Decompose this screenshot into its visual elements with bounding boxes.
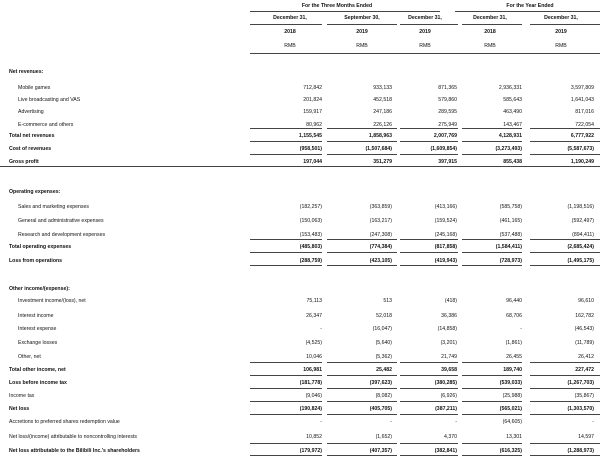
table-cell: (565,021) bbox=[499, 406, 522, 412]
table-cell: (592,497) bbox=[571, 218, 594, 224]
row-label: General and administrative expenses bbox=[18, 218, 104, 224]
column-currency: RMB bbox=[484, 43, 496, 49]
table-cell: (1,288,973) bbox=[567, 448, 594, 454]
table-cell: 463,490 bbox=[503, 109, 522, 115]
table-cell: (1,861) bbox=[505, 340, 522, 346]
table-cell: - bbox=[520, 326, 522, 332]
table-cell: (728,973) bbox=[499, 258, 522, 264]
table-cell: 247,186 bbox=[373, 109, 392, 115]
table-cell: (245,168) bbox=[434, 232, 457, 238]
row-label: Net loss attributable to the Bilibili Inc.'s shareholders bbox=[9, 448, 140, 454]
table-cell: 68,706 bbox=[506, 313, 522, 319]
table-cell: 2,007,769 bbox=[433, 133, 457, 139]
table-cell: (159,524) bbox=[434, 218, 457, 224]
table-cell: 25,482 bbox=[376, 367, 392, 373]
table-cell: 1,641,043 bbox=[570, 97, 594, 103]
table-cell: (11,789) bbox=[575, 340, 594, 346]
row-label: Sales and marketing expenses bbox=[18, 204, 89, 210]
table-cell: (461,165) bbox=[499, 218, 522, 224]
table-cell: 106,981 bbox=[303, 367, 322, 373]
table-cell: 6,777,922 bbox=[570, 133, 594, 139]
row-label: Live broadcasting and VAS bbox=[18, 97, 81, 103]
table-cell: (16,047) bbox=[372, 326, 392, 332]
table-cell: 397,915 bbox=[438, 159, 457, 165]
table-cell: (181,778) bbox=[299, 380, 322, 386]
row-label: Investment income/(loss), net bbox=[18, 298, 86, 304]
row-label: Total other income, net bbox=[9, 367, 66, 373]
column-currency: RMB bbox=[356, 43, 368, 49]
table-cell: (539,033) bbox=[499, 380, 522, 386]
table-cell: 197,044 bbox=[303, 159, 322, 165]
table-cell: 96,440 bbox=[506, 298, 522, 304]
row-label: Loss before income tax bbox=[9, 380, 67, 386]
table-cell: - bbox=[455, 419, 457, 425]
row-label: Research and development expenses bbox=[18, 232, 106, 238]
table-cell: (407,357) bbox=[369, 448, 392, 454]
table-cell: (413,166) bbox=[434, 204, 457, 210]
row-label: Operating expenses: bbox=[9, 189, 61, 195]
row-label: Accretions to preferred shares redemption value bbox=[9, 419, 120, 425]
column-date: December 31, bbox=[544, 15, 578, 21]
table-cell: (14,858) bbox=[437, 326, 457, 332]
column-year: 2019 bbox=[356, 29, 368, 35]
table-cell: (64,605) bbox=[502, 419, 522, 425]
table-cell: (1,609,854) bbox=[430, 146, 457, 152]
column-year: 2018 bbox=[484, 29, 496, 35]
table-cell: 36,386 bbox=[441, 313, 457, 319]
table-cell: 855,438 bbox=[503, 159, 522, 165]
row-label: Exchange losses bbox=[18, 340, 58, 346]
column-date: December 31, bbox=[273, 15, 307, 21]
table-cell: (1,584,411) bbox=[495, 244, 522, 250]
table-cell: 351,279 bbox=[373, 159, 392, 165]
table-cell: (1,198,516) bbox=[567, 204, 594, 210]
table-cell: (419,943) bbox=[434, 258, 457, 264]
table-cell: - bbox=[320, 326, 322, 332]
row-label: Total operating expenses bbox=[9, 244, 72, 250]
column-year: 2018 bbox=[284, 29, 296, 35]
table-cell: (4,525) bbox=[305, 340, 322, 346]
table-cell: - bbox=[320, 419, 322, 425]
table-cell: 143,467 bbox=[503, 122, 522, 128]
row-label: Net loss/(income) attributable to noncontrolling interests bbox=[9, 434, 138, 440]
table-cell: (247,308) bbox=[369, 232, 392, 238]
table-cell: (585,758) bbox=[499, 204, 522, 210]
table-cell: 39,658 bbox=[441, 367, 457, 373]
row-label: Net loss bbox=[9, 406, 30, 412]
table-cell: (958,501) bbox=[299, 146, 322, 152]
table-cell: (1,495,175) bbox=[567, 258, 594, 264]
table-cell: (537,488) bbox=[499, 232, 522, 238]
row-label: Total net revenues bbox=[9, 133, 55, 139]
table-cell: (894,411) bbox=[572, 232, 594, 238]
table-cell: (616,325) bbox=[499, 448, 522, 454]
row-label: Income tax bbox=[9, 393, 35, 399]
table-cell: 579,860 bbox=[438, 97, 457, 103]
table-cell: 75,113 bbox=[306, 298, 322, 304]
table-cell: 227,472 bbox=[575, 367, 594, 373]
table-cell: (9,046) bbox=[305, 393, 322, 399]
table-cell: (774,384) bbox=[369, 244, 392, 250]
row-label: Other, net bbox=[18, 354, 41, 360]
table-cell: 933,133 bbox=[373, 85, 392, 91]
table-cell: 3,597,809 bbox=[570, 85, 594, 91]
table-cell: (1,267,703) bbox=[567, 380, 594, 386]
table-cell: 10,046 bbox=[306, 354, 322, 360]
table-cell: 226,126 bbox=[373, 122, 392, 128]
table-cell: 289,595 bbox=[438, 109, 457, 115]
table-cell: 817,016 bbox=[575, 109, 594, 115]
table-cell: 513 bbox=[383, 298, 392, 304]
table-cell: (190,824) bbox=[299, 406, 322, 412]
column-date: December 31, bbox=[473, 15, 507, 21]
table-cell: 14,597 bbox=[578, 434, 594, 440]
table-cell: (3,201) bbox=[440, 340, 457, 346]
table-cell: (2,685,424) bbox=[567, 244, 594, 250]
table-cell: (387,211) bbox=[435, 406, 457, 412]
table-cell: 159,917 bbox=[303, 109, 322, 115]
table-cell: (288,759) bbox=[299, 258, 322, 264]
table-cell: 1,190,249 bbox=[570, 159, 594, 165]
table-cell: (423,105) bbox=[369, 258, 392, 264]
table-cell: 52,018 bbox=[376, 313, 392, 319]
column-year: 2019 bbox=[555, 29, 567, 35]
row-label: Gross profit bbox=[9, 159, 39, 165]
table-cell: 26,455 bbox=[506, 354, 522, 360]
table-cell: 275,949 bbox=[438, 122, 457, 128]
column-date: December 31, bbox=[408, 15, 442, 21]
table-cell: (405,705) bbox=[369, 406, 392, 412]
table-cell: 1,858,963 bbox=[368, 133, 392, 139]
row-label: Net revenues: bbox=[9, 69, 44, 75]
table-cell: 96,610 bbox=[578, 298, 594, 304]
table-cell: (153,483) bbox=[299, 232, 322, 238]
table-cell: (1,652) bbox=[375, 434, 392, 440]
table-cell: (397,623) bbox=[369, 380, 392, 386]
table-cell: (1,303,570) bbox=[567, 406, 594, 412]
table-cell: (8,082) bbox=[375, 393, 392, 399]
table-cell: (6,926) bbox=[440, 393, 457, 399]
row-label: Loss from operations bbox=[9, 258, 63, 264]
table-cell: 2,936,331 bbox=[498, 85, 522, 91]
table-cell: (163,217) bbox=[369, 218, 392, 224]
table-cell: (25,988) bbox=[502, 393, 522, 399]
table-cell: 201,824 bbox=[303, 97, 322, 103]
column-year: 2019 bbox=[419, 29, 431, 35]
table-cell: 1,155,545 bbox=[298, 133, 322, 139]
table-cell: (418) bbox=[444, 298, 457, 304]
table-cell: 26,412 bbox=[578, 354, 594, 360]
table-cell: 162,782 bbox=[575, 313, 594, 319]
table-cell: 722,054 bbox=[575, 122, 594, 128]
table-cell: 26,347 bbox=[306, 313, 322, 319]
table-cell: 189,740 bbox=[503, 367, 522, 373]
table-cell: (3,273,493) bbox=[495, 146, 522, 152]
table-cell: (817,858) bbox=[434, 244, 457, 250]
group-header-three-months: For the Three Months Ended bbox=[301, 3, 373, 9]
table-cell: (35,867) bbox=[574, 393, 594, 399]
row-label: Mobile games bbox=[18, 85, 51, 91]
table-cell: (485,803) bbox=[299, 244, 322, 250]
row-label: Advertising bbox=[18, 109, 44, 115]
table-cell: 712,842 bbox=[303, 85, 322, 91]
table-cell: 13,301 bbox=[506, 434, 522, 440]
row-label: Other income/(expense): bbox=[9, 286, 70, 292]
table-cell: (150,063) bbox=[299, 218, 322, 224]
column-date: September 30, bbox=[344, 15, 380, 21]
column-currency: RMB bbox=[284, 43, 296, 49]
table-cell: - bbox=[592, 419, 594, 425]
table-cell: (380,285) bbox=[434, 380, 457, 386]
table-cell: (5,362) bbox=[375, 354, 392, 360]
table-cell: (363,859) bbox=[369, 204, 392, 210]
row-label: E-commerce and others bbox=[18, 122, 74, 128]
table-cell: 871,365 bbox=[438, 85, 457, 91]
table-cell: (182,257) bbox=[299, 204, 322, 210]
table-cell: 10,852 bbox=[306, 434, 322, 440]
table-cell: - bbox=[390, 419, 392, 425]
table-cell: 21,749 bbox=[441, 354, 457, 360]
table-cell: 452,518 bbox=[373, 97, 392, 103]
table-cell: 4,370 bbox=[444, 434, 457, 440]
column-currency: RMB bbox=[419, 43, 431, 49]
table-cell: (1,507,684) bbox=[365, 146, 392, 152]
group-header-year: For the Year Ended bbox=[506, 3, 554, 9]
table-cell: (5,640) bbox=[375, 340, 392, 346]
column-currency: RMB bbox=[555, 43, 567, 49]
row-label: Cost of revenues bbox=[9, 146, 52, 152]
table-cell: (5,587,673) bbox=[567, 146, 594, 152]
table-cell: (46,543) bbox=[574, 326, 594, 332]
row-label: Interest income bbox=[18, 313, 54, 319]
table-cell: 585,643 bbox=[503, 97, 522, 103]
table-cell: (382,841) bbox=[434, 448, 457, 454]
row-label: Interest expense bbox=[18, 326, 57, 332]
table-cell: 80,962 bbox=[306, 122, 322, 128]
table-cell: (179,972) bbox=[299, 448, 322, 454]
table-cell: 4,128,931 bbox=[498, 133, 522, 139]
